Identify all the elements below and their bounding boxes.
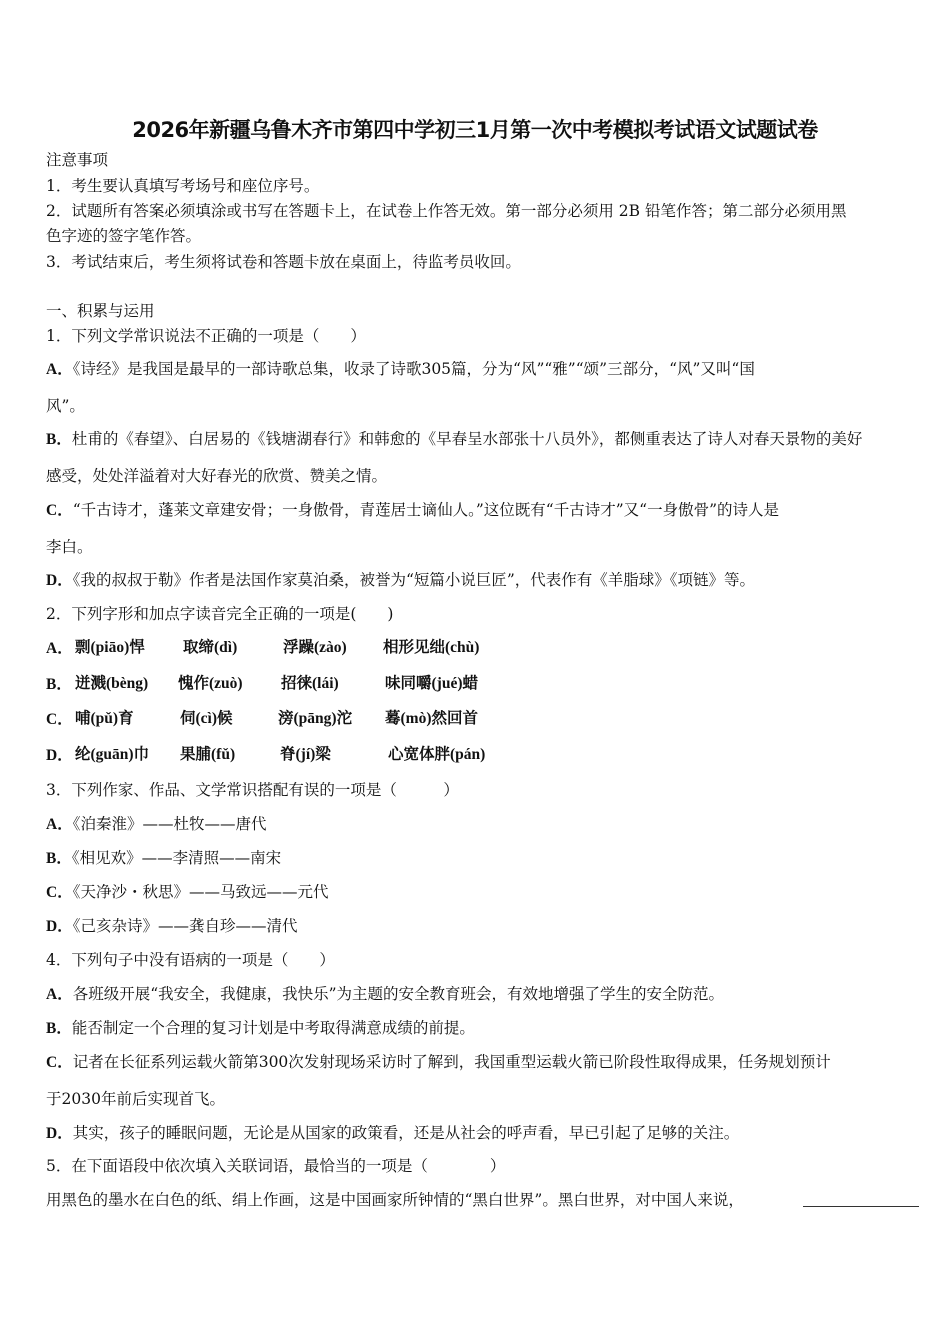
question-3-stem: 3．下列作家、作品、文学常识搭配有误的一项是（ ） (46, 781, 459, 799)
q1-option-a: A．《诗经》是我国是最早的一部诗歌总集，收录了诗歌305篇，分为“风”“雅”“颂”三部分，“风”又叫“国 (46, 360, 755, 378)
q5-passage: 用黑色的墨水在白色的纸、绢上作画，这是中国画家所钟情的“黑白世界”。黑白世界，对中国人来说， (46, 1191, 744, 1209)
q1-option-b-cont: 感受，处处洋溢着对大好春光的欣赏、赞美之情。 (46, 467, 388, 485)
q3-option-d: D．《己亥杂诗》——龚自珍——清代 (46, 917, 298, 935)
q2-option-b: B． 迸溅(bèng) 愧作(zuò) 招徕(lái) 味同嚼(jué)蜡 (46, 675, 478, 693)
q3-option-a: A．《泊秦淮》——杜牧——唐代 (46, 815, 267, 833)
q1-option-c-cont: 李白。 (46, 538, 93, 556)
q4-option-a: A．各班级开展“我安全，我健康，我快乐”为主题的安全教育班会，有效地增强了学生的安全防范。 (46, 985, 725, 1003)
q4-option-c: C．记者在长征系列运载火箭第300次发射现场采访时了解到，我国重型运载火箭已阶段性取得成果，任务规划预计 (46, 1053, 831, 1071)
fill-in-blank-line (803, 1206, 919, 1207)
q4-option-b: B．能否制定一个合理的复习计划是中考取得满意成绩的前提。 (46, 1019, 475, 1037)
q1-option-a-cont: 风”。 (46, 397, 85, 415)
q1-option-c: C．“千古诗才，蓬莱文章建安骨；一身傲骨，青莲居士谪仙人。”这位既有“千古诗才”又“一身傲骨”的诗人是 (46, 501, 780, 519)
question-2-stem: 2．下列字形和加点字读音完全正确的一项是( ) (46, 605, 394, 623)
page-title: 2026年新疆乌鲁木齐市第四中学初三1月第一次中考模拟考试语文试题试卷 (132, 118, 818, 142)
notice-item: 3．考试结束后，考生须将试卷和答题卡放在桌面上，待监考员收回。 (46, 253, 521, 271)
q1-option-d: D．《我的叔叔于勒》作者是法国作家莫泊桑，被誉为“短篇小说巨匠”，代表作有《羊脂球》《项链》等。 (46, 571, 756, 589)
q3-option-c: C．《天净沙・秋思》——马致远——元代 (46, 883, 329, 901)
question-4-stem: 4．下列句子中没有语病的一项是（ ） (46, 951, 335, 969)
question-5-stem: 5．在下面语段中依次填入关联词语，最恰当的一项是（ ） (46, 1157, 506, 1175)
q2-option-a: A． 剽(piāo)悍 取缔(dì) 浮躁(zào) 相形见绌(chù) (46, 639, 480, 657)
q4-option-d: D．其实，孩子的睡眠问题，无论是从国家的政策看，还是从社会的呼声看，早已引起了足够的关注。 (46, 1124, 740, 1142)
notice-item: 2．试题所有答案必须填涂或书写在答题卡上，在试卷上作答无效。第一部分必须用 2B 铅笔作答；第二部分必须用黑 (46, 202, 847, 220)
q3-option-b: B．《相见欢》——李清照——南宋 (46, 849, 282, 867)
notice-item: 1．考生要认真填写考场号和座位序号。 (46, 177, 320, 195)
q2-option-c: C． 哺(pǔ)育 伺(cì)候 滂(pāng)沱 蓦(mò)然回首 (46, 710, 478, 728)
notice-heading: 注意事项 (46, 151, 109, 169)
notice-item: 色字迹的签字笔作答。 (46, 227, 202, 245)
section-heading: 一、积累与运用 (46, 302, 155, 320)
q2-option-d: D． 纶(guān)巾 果脯(fǔ) 脊(jí)梁 心宽体胖(pán) (46, 746, 486, 764)
q4-option-c-cont: 于2030年前后实现首飞。 (46, 1090, 225, 1108)
q1-option-b: B．杜甫的《春望》、白居易的《钱塘湖春行》和韩愈的《早春呈水部张十八员外》，都侧重表达了诗人对春天景物的美好 (46, 430, 863, 448)
question-1-stem: 1．下列文学常识说法不正确的一项是（ ） (46, 327, 366, 345)
